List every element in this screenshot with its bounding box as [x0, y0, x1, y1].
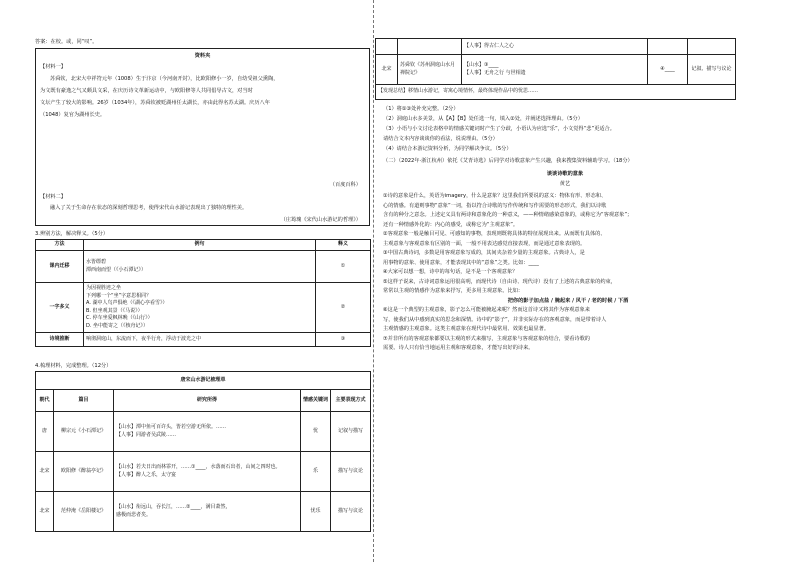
- q3-answer-blank[interactable]: ①: [316, 251, 371, 283]
- cont-content: 【人事】得古仁人之心: [462, 39, 648, 55]
- article-line: 心的情感。有道则事物“意象”一词，指以符合诗歌的写作传统和写作需要的形态形式，我们以诗歌: [383, 202, 607, 209]
- q4-method: 描写与议论: [331, 492, 371, 532]
- q4-dynasty: 唐: [36, 412, 54, 452]
- q4-method: 描写与议论: [331, 452, 371, 492]
- q3-examples: 响彻洞庭山，东流而下，夜半行舟，浮动于波光之中: [84, 333, 316, 347]
- q3-examples: 为因视胜迹之坐 下列哪一个“坐”字意思相同？ A. 湖中人鸟声俱绝（《湖心亭看雪》） B. 但坐观其景（《马说》） C. 停车坐爱枫林晚（《山行》） D. 坐中能寄之（《核舟记》）: [84, 283, 316, 333]
- q4-dynasty: 北宋: [36, 452, 54, 492]
- material-1-line: 苏舜钦，北宋大中祥符元年（1008）生于汴京（今河南开封），比欧阳修小一岁，自幼受祖父熏陶，: [50, 76, 279, 82]
- q4-content: 【山水】若夫日出而林霏开，……①____，水落而石出者，山间之四时也。 【人事】醉人之乐，太守宴: [114, 452, 301, 492]
- table-row: [36, 283, 371, 333]
- material-1-line: （1048）复官为湖州长史。: [40, 112, 106, 118]
- article-line: 需要。诗人只有恰当地运用主观和客观意象，才能写出好的诗来。: [383, 345, 534, 351]
- article-author: 黄艺: [559, 181, 571, 187]
- poem-quote: 把你的影子加点盐 / 腌起来 / 风干 / 老的时候 / 下酒: [507, 297, 629, 304]
- q4-table-title: 唐宋山水游记梳理单: [36, 372, 371, 390]
- q4-header: 研究所得: [114, 390, 301, 412]
- q4-emotion: 忧乐: [301, 492, 331, 532]
- q3-method: 课内迁移: [36, 251, 84, 283]
- q4-method: 记叙与描写: [331, 412, 371, 452]
- table-row: [36, 333, 371, 347]
- article-line: 常常以主观的情感作为意象来抒写，更多用主观意象。比如：: [383, 288, 524, 294]
- article-line: 主观意象与客观意象有区别的一面，一般不用表达感觉直接表现，而是通过意象表现的。: [383, 240, 586, 247]
- material-1-line: 为文既有豪逸之气又颇具文采，在庆历诗文革新运动中，与欧阳修等人共同倡导古文，对当时: [40, 88, 253, 94]
- section-intro: （二）（2022年·浙江杭州）依托《艾青诗选》后同学对诗歌意象产生兴趣，我来搜集资料辅助学习。（18分）: [383, 158, 633, 164]
- article-body: [383, 192, 753, 354]
- cont-content: 【山水】③____ 【人事】无舟之行 与世相遗: [462, 55, 648, 85]
- question-line: （1）将①③处补充完整。（2分）: [383, 106, 459, 112]
- article-line: ⑦并非所有的客观意象都要以主观的形式来描写，主观意象与客观意象的结合，要看诗歌的: [383, 335, 590, 342]
- discovery-summary: 【发现总结】移情山水游记，寄寓心境情怀，最终体现作品中的忧思……: [376, 85, 736, 100]
- material-2-tag: 【材料二】: [40, 194, 66, 200]
- q4-emotion: 忧: [301, 412, 331, 452]
- question-line: （3）小语与小文讨论表格中的情感关键词时产生了分歧，小语认为应选“乐”，小文觉得“悲”更适合。: [383, 126, 615, 132]
- table-row: [36, 492, 371, 532]
- article-line: ③中国古典诗词，多数是用客观意象写成的，其间夹杂着少量的主观意象。古典诗人，是: [383, 250, 585, 256]
- material-2-source: （庄筠瑰《宋代山水游记的哲理》）: [280, 217, 361, 223]
- q3-method: 诗境推断: [36, 333, 84, 347]
- cont-title: 苏舜钦《苏州洞庭山水月禅院记》: [398, 55, 462, 85]
- material-title: 资料夹: [194, 53, 211, 59]
- article-line: ②客观意象一般是触目可见、可感知的事物，表现则既将具体的特征展现出来。从而既有具体的、: [383, 231, 606, 237]
- material-1-tag: 【材料一】: [40, 64, 66, 70]
- q3-header: 释义: [316, 240, 371, 251]
- question-line: （2）洞庭山水多美景，从【A】【B】处任选一句，填入②处，并阐述选择理由。（5分）: [383, 116, 583, 122]
- cont-method: 记叙、描写与议论: [688, 55, 736, 85]
- question-3-table: [35, 239, 371, 347]
- continuation-table: [375, 38, 736, 100]
- material-1-line: 文坛产生了较大的影响。26岁（1034年），苏舜钦被贬湖州任太湖长，亦由此得名苏太湖。庆历八年: [40, 100, 270, 106]
- q4-header: 主要表现方式: [331, 390, 371, 412]
- column-divider: [373, 0, 374, 562]
- table-row: [36, 412, 371, 452]
- q3-method: 一字多义: [36, 283, 84, 333]
- article-line: ①诗的意象是什么，英语为imagery，什么是意象？这里我们所要说的意义：物体有形、形态和、: [383, 193, 607, 199]
- q4-header: 篇目: [54, 390, 114, 412]
- article-line: ⑥这是一个典型的主观意象，影子怎么可能被腌起来呢？然而这首诗又将其作为客观意象来: [383, 307, 590, 313]
- material-box: [35, 48, 370, 226]
- q4-title: 柳宗元《小石潭记》: [54, 412, 114, 452]
- table-row: [36, 251, 371, 283]
- question-3-title: 3.辨别方法，解决释义。（5分）: [35, 231, 109, 237]
- table-row: [36, 452, 371, 492]
- article-line: 还有一种情感外化的：内心的感受，或称它为“主观意象”。: [383, 221, 519, 228]
- q4-emotion: 乐: [301, 452, 331, 492]
- question-line: 请结合文本内容谈谈你的看法，说说理由。（5分）: [383, 136, 498, 142]
- q4-header: 情感关键词: [301, 390, 331, 412]
- article-line: 主观情感的主观意象。这类主观意象在现代诗中最常用、效果也最显著。: [383, 326, 550, 332]
- article-line: ④大家可以想一想，诗中的每句话，是不是一个客观意象？: [383, 269, 518, 275]
- material-1-source: （百度百科）: [329, 182, 361, 188]
- question-4-title: 4.梳理材料，完成整理。（12分）: [35, 363, 112, 369]
- q3-examples: 水皆缥碧 潭西南而望（《小石潭记》）: [84, 251, 316, 283]
- emotion-blank[interactable]: ④____: [648, 55, 688, 85]
- q3-header: 例句: [84, 240, 316, 251]
- q3-header: 方法: [36, 240, 84, 251]
- table-row: [376, 55, 736, 85]
- q4-content: 【山水】潭中鱼可百许头，皆若空游无所依。…… 【人事】同游者吴武陵……: [114, 412, 301, 452]
- article-line: 含有的种分之意念。上述定义具有两诗和意象化的一种意义，——种情绪感染意象的，或称它为“客观意象”；: [383, 212, 633, 218]
- q4-title: 欧阳修《醉翁亭记》: [54, 452, 114, 492]
- article-line: ⑤这样子说来，古诗词意象运用很高明，而现代诗（自由诗、现代诗）没有了上述的古典意象的约束，: [383, 278, 616, 285]
- answer-line: 答案：在校。或，同“叹”。: [35, 39, 98, 45]
- cont-dynasty: 北宋: [376, 55, 398, 85]
- article-line: 写，使我们从中感到真实的思念和深情。诗中的“影子”，并非实际存在的客观意象，而是带着诗人: [383, 316, 607, 323]
- q4-title: 范仲淹《岳阳楼记》: [54, 492, 114, 532]
- article-title: 谈谈诗歌的意象: [546, 171, 584, 177]
- q4-content: 【山水】衔远山，吞长江，……②____，满目萧然， 感极而悲者矣。: [114, 492, 301, 532]
- q3-answer-blank[interactable]: ③: [316, 333, 371, 347]
- material-2-line: 融入了关于生命存在状态的深刻哲理思考，使得宋代山水游记表现出了独特的理性美。: [50, 205, 248, 211]
- q3-answer-blank[interactable]: ②: [316, 283, 371, 333]
- question-4-table: [35, 371, 371, 532]
- question-line: （4）请结合本游记资料分析，为同学解决争议。（5分）: [383, 146, 512, 152]
- article-line: 用事物的意象、使用意象，才能表现其中的“意象”之类。比如：____: [383, 259, 539, 266]
- q4-header: 朝代: [36, 390, 54, 412]
- q4-dynasty: 北宋: [36, 492, 54, 532]
